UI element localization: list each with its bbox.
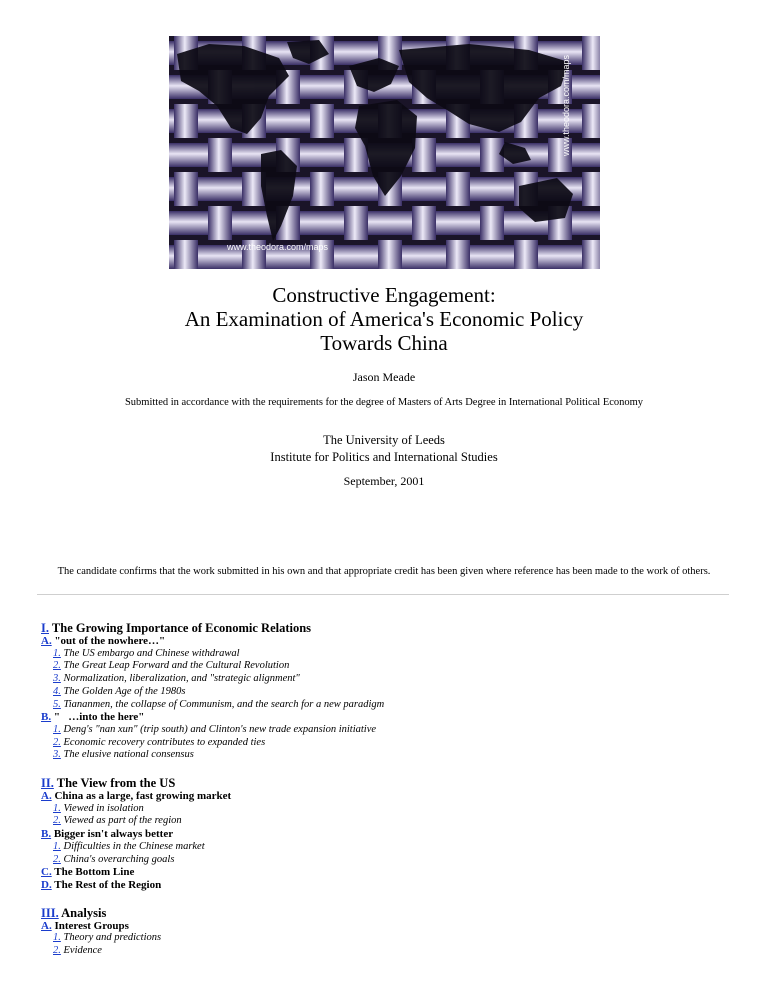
weave-band-vertical <box>514 240 538 269</box>
toc-item-text: Tiananmen, the collapse of Communism, and the search for a new paradigm <box>63 698 385 710</box>
toc-item-text: The US embargo and Chinese withdrawal <box>63 647 240 659</box>
toc-section-2-title: The View from the US <box>56 776 176 791</box>
toc-link-1b3[interactable]: 3. <box>53 749 61 761</box>
toc-item-text: The Golden Age of the 1980s <box>63 685 186 697</box>
toc-link-1a4[interactable]: 4. <box>53 685 61 697</box>
toc-link-3a2[interactable]: 2. <box>53 945 61 957</box>
weave-band-vertical <box>480 206 504 240</box>
title-line-3: Towards China <box>320 331 448 355</box>
toc-subsection-1b-title: " …into the here" <box>53 711 145 724</box>
toc-item <box>41 945 741 958</box>
weave-band-vertical <box>174 104 198 138</box>
toc-item-text: Viewed in isolation <box>63 802 144 814</box>
toc-subsection-3a <box>41 920 741 933</box>
toc-item-text: Deng's "nan xun" (trip south) and Clinton's new trade expansion initiative <box>63 723 377 735</box>
toc-link-2a1[interactable]: 1. <box>53 802 61 814</box>
toc-link-1a3[interactable]: 3. <box>53 673 61 685</box>
toc-link-2b1[interactable]: 1. <box>53 840 61 852</box>
toc-item-text: The Great Leap Forward and the Cultural Revolution <box>63 660 290 672</box>
toc-subsection-2b-title: Bigger isn't always better <box>53 828 174 841</box>
weave-band-vertical <box>582 172 600 206</box>
toc-link-1a2[interactable]: 2. <box>53 660 61 672</box>
weave-band-vertical <box>378 240 402 269</box>
submission-statement: Submitted in accordance with the requirements for the degree of Masters of Arts Degree in International Political Economy <box>124 397 644 408</box>
toc-section-3 <box>41 906 741 920</box>
toc-item-text: Theory and predictions <box>63 932 162 944</box>
toc-item <box>41 803 741 816</box>
toc-subsection-2c-title: The Bottom Line <box>54 866 135 879</box>
toc-section-1-title: The Growing Importance of Economic Relations <box>51 621 312 635</box>
toc-subsection-2a <box>41 790 741 803</box>
toc-item <box>41 648 741 661</box>
toc-subsection-3a-title: Interest Groups <box>54 919 129 932</box>
weave-band-vertical <box>412 206 436 240</box>
toc-item-text: Difficulties in the Chinese market <box>63 840 205 852</box>
weave-band-vertical <box>174 172 198 206</box>
title-line-1: Constructive Engagement: <box>272 283 496 307</box>
weave-band-vertical <box>446 240 470 269</box>
toc-item <box>41 815 741 828</box>
toc-item-text: Economic recovery contributes to expanded ties <box>63 736 266 748</box>
toc-link-2d[interactable]: D. <box>41 878 52 891</box>
table-of-contents <box>41 621 741 958</box>
weave-band-vertical <box>412 138 436 172</box>
toc-item <box>41 699 741 712</box>
toc-link-2a2[interactable]: 2. <box>53 815 61 827</box>
toc-link-1a5[interactable]: 5. <box>53 698 61 710</box>
weave-band-vertical <box>174 240 198 269</box>
map-caption-bottom: www.theodora.com/maps <box>227 242 329 252</box>
cover-map-image <box>169 36 600 269</box>
university-name: The University of Leeds <box>323 433 445 447</box>
toc-section-3-title: Analysis <box>61 905 107 920</box>
toc-item-text: The elusive national consensus <box>63 749 194 761</box>
toc-section-2 <box>41 776 741 790</box>
map-caption-side: www.theodora.com/maps <box>561 54 571 156</box>
toc-subsection-1a <box>41 635 741 648</box>
toc-item <box>41 749 741 762</box>
toc-item <box>41 854 741 867</box>
weave-band-vertical <box>582 36 600 70</box>
toc-item-text: Viewed as part of the region <box>63 815 182 827</box>
toc-subsection-2c <box>41 866 741 879</box>
divider <box>37 594 729 595</box>
toc-link-2c[interactable]: C. <box>41 866 52 879</box>
toc-item <box>41 686 741 699</box>
toc-link-1b1[interactable]: 1. <box>53 723 61 735</box>
institution-block <box>0 432 768 466</box>
confirmation-statement: The candidate confirms that the work submitted in his own and that appropriate credit has been given where reference has been made to the work of others. <box>57 566 711 577</box>
institute-name: Institute for Politics and International Studies <box>270 450 498 464</box>
author-name: Jason Meade <box>352 370 416 384</box>
weave-band-vertical <box>208 138 232 172</box>
toc-item-text: Evidence <box>63 945 102 957</box>
weave-band-vertical <box>310 172 334 206</box>
weave-band-vertical <box>446 172 470 206</box>
toc-item <box>41 673 741 686</box>
toc-link-1a1[interactable]: 1. <box>53 647 61 659</box>
weave-band-vertical <box>582 240 600 269</box>
toc-link-2a[interactable]: A. <box>41 790 52 803</box>
toc-item <box>41 724 741 737</box>
toc-item <box>41 660 741 673</box>
toc-link-1b2[interactable]: 2. <box>53 736 61 748</box>
weave-band-vertical <box>310 104 334 138</box>
toc-item <box>41 737 741 750</box>
woven-world-map <box>169 36 600 269</box>
title-line-2: An Examination of America's Economic Policy <box>184 307 584 331</box>
toc-subsection-2d-title: The Rest of the Region <box>54 878 162 891</box>
toc-item <box>41 932 741 945</box>
weave-band-vertical <box>208 206 232 240</box>
toc-link-section-3[interactable]: III. <box>41 905 59 920</box>
toc-subsection-2a-title: China as a large, fast growing market <box>54 790 232 803</box>
page-title <box>0 283 768 355</box>
toc-link-2b[interactable]: B. <box>41 828 52 841</box>
toc-item-text: China's overarching goals <box>63 853 175 865</box>
weave-band-vertical <box>582 104 600 138</box>
toc-section-1 <box>41 621 741 635</box>
weave-band-vertical <box>480 138 504 172</box>
toc-link-3a[interactable]: A. <box>41 919 52 932</box>
toc-link-section-2[interactable]: II. <box>41 776 54 791</box>
toc-item-text: Normalization, liberalization, and "strategic alignment" <box>63 673 300 685</box>
toc-item <box>41 841 741 854</box>
submission-date: September, 2001 <box>343 474 425 488</box>
toc-link-3a1[interactable]: 1. <box>53 932 61 944</box>
toc-link-1b[interactable]: B. <box>41 711 52 724</box>
toc-subsection-2b <box>41 828 741 841</box>
toc-subsection-1b <box>41 711 741 724</box>
toc-link-section-1[interactable]: I. <box>41 621 49 635</box>
toc-link-2b2[interactable]: 2. <box>53 853 61 865</box>
toc-subsection-1a-title: "out of the nowhere…" <box>54 635 166 647</box>
weave-band-vertical <box>344 206 368 240</box>
continents-shape <box>177 40 573 241</box>
toc-link-1a[interactable]: A. <box>41 635 52 647</box>
toc-subsection-2d <box>41 879 741 892</box>
